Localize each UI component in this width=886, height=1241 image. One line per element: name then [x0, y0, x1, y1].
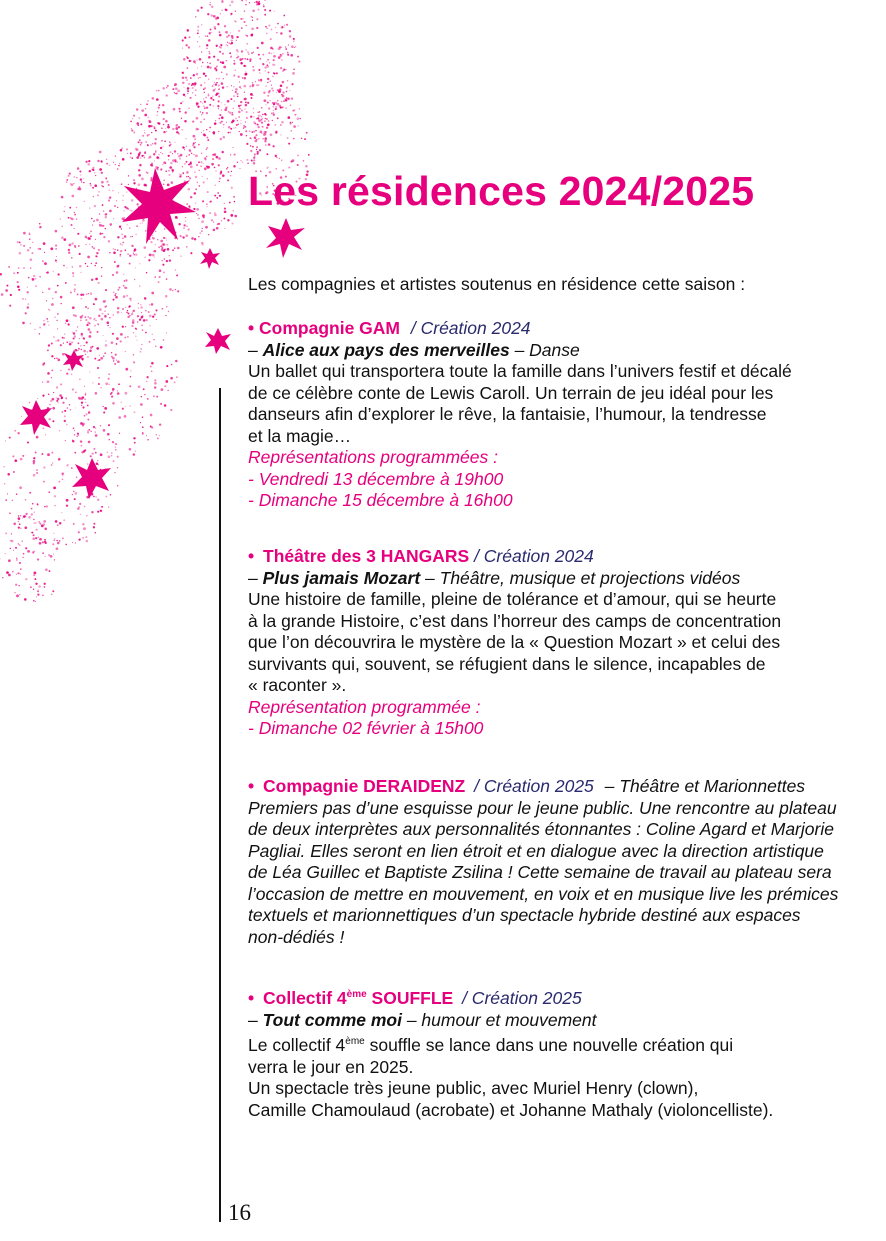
show-line — [248, 340, 848, 362]
residence-heading — [248, 318, 848, 340]
dash: – — [248, 567, 263, 588]
performance-date: - Dimanche 15 décembre à 16h00 — [248, 490, 513, 510]
text-part: souffle se lance dans une nouvelle création qui — [364, 1035, 734, 1055]
description-line: Camille Chamoulaud (acrobate) et Johanne Mathaly (violoncelliste). — [248, 1099, 774, 1120]
description-line: danseurs afin d’explorer le rêve, la fantaisie, l’humour, la tendresse — [248, 404, 767, 424]
description-line: Premiers pas d’une esquisse pour le jeune public. Une rencontre au plateau — [248, 797, 837, 818]
creation-label: / Création 2025 — [462, 988, 582, 1008]
bullet: • — [248, 546, 255, 566]
show-genre: – humour et mouvement — [401, 1009, 597, 1030]
company-name — [263, 988, 453, 1008]
residence-gam — [248, 318, 848, 512]
residence-heading — [248, 984, 848, 1010]
description-line: de deux interprètes aux personnalités étonnantes : Coline Agard et Marjorie — [248, 819, 834, 839]
performance-date: - Dimanche 02 février à 15h00 — [248, 718, 484, 738]
page-title: Les résidences 2024/2025 — [248, 168, 755, 214]
show-title: Tout comme moi — [262, 1009, 402, 1030]
company-name: Compagnie GAM — [259, 318, 400, 338]
description-line: verra le jour en 2025. — [248, 1056, 414, 1077]
bullet: • — [248, 318, 255, 338]
dash: – — [248, 1009, 263, 1030]
description-line: Un spectacle très jeune public, avec Muriel Henry (clown), — [248, 1078, 699, 1098]
description-line: non-dédiés ! — [248, 926, 345, 947]
show-genre: – Théâtre, musique et projections vidéos — [420, 567, 741, 588]
company-name: Théâtre des 3 HANGARS — [263, 546, 470, 566]
creation-label: / Création 2024 — [474, 546, 594, 566]
description-line: et la magie… — [248, 425, 352, 446]
star-icon — [200, 248, 220, 269]
show-title: Plus jamais Mozart — [262, 567, 421, 588]
page-number: 16 — [228, 1200, 251, 1225]
genre-label: – Théâtre et Marionnettes — [604, 776, 806, 796]
star-icon — [20, 400, 52, 435]
residence-heading — [248, 776, 848, 798]
star-icon — [266, 218, 305, 258]
programming-label: Représentation programmée : — [248, 696, 481, 717]
description-line: survivants qui, souvent, se réfugient dans le silence, incapables de — [248, 653, 766, 674]
text-part: Le collectif 4 — [248, 1035, 346, 1055]
star-icon — [205, 328, 231, 354]
creation-label: / Création 2024 — [410, 318, 531, 338]
creation-label: / Création 2025 — [474, 776, 594, 796]
residence-3-hangars — [248, 546, 848, 740]
show-genre: – Danse — [509, 339, 580, 360]
show-line — [248, 568, 848, 590]
bullet: • — [248, 776, 255, 796]
stardust-illustration — [0, 0, 320, 620]
superscript: ème — [346, 989, 367, 1000]
description-line: de ce célèbre conte de Lewis Caroll. Un terrain de jeu idéal pour les — [248, 382, 774, 403]
description-line — [248, 1031, 848, 1057]
bullet: • — [248, 988, 255, 1008]
programming-label: Représentations programmées : — [248, 447, 498, 467]
residence-deraidenz — [248, 776, 848, 948]
show-line — [248, 1010, 848, 1032]
show-title: Alice aux pays des merveilles — [262, 339, 510, 360]
description-line: textuels et marionnettiques d’un spectacle hybride destiné aux espaces — [248, 905, 801, 925]
vertical-rule — [219, 388, 221, 1222]
description-line: Un ballet qui transportera toute la famille dans l’univers festif et décalé — [248, 361, 792, 381]
performance-date: - Vendredi 13 décembre à 19h00 — [248, 468, 504, 489]
star-icon — [122, 168, 196, 244]
residence-heading — [248, 546, 848, 568]
superscript: ème — [345, 1036, 365, 1047]
company-name: Compagnie DERAIDENZ — [263, 776, 466, 796]
description-line: à la grande Histoire, c’est dans l’horreur des camps de concentration — [248, 610, 782, 631]
star-icon — [72, 458, 111, 499]
residence-4eme-souffle — [248, 984, 848, 1121]
description-line: Pagliai. Elles seront en lien étroit et en dialogue avec la direction artistique — [248, 840, 824, 861]
intro-text: Les compagnies et artistes soutenus en résidence cette saison : — [248, 274, 746, 294]
star-icon — [63, 350, 84, 371]
description-line: Une histoire de famille, pleine de tolérance et d’amour, qui se heurte — [248, 589, 777, 609]
description-line: l’occasion de mettre en mouvement, en voix et en musique live les prémices — [248, 883, 839, 904]
dash: – — [248, 339, 263, 360]
description-line: de Léa Guillec et Baptiste Zsilina ! Cette semaine de travail au plateau sera — [248, 862, 832, 882]
company-name-part: Collectif 4 — [263, 988, 347, 1008]
description-line: « raconter ». — [248, 675, 347, 695]
description-line: que l’on découvrira le mystère de la « Question Mozart » et celui des — [248, 632, 781, 652]
company-name-part: SOUFFLE — [366, 988, 454, 1008]
